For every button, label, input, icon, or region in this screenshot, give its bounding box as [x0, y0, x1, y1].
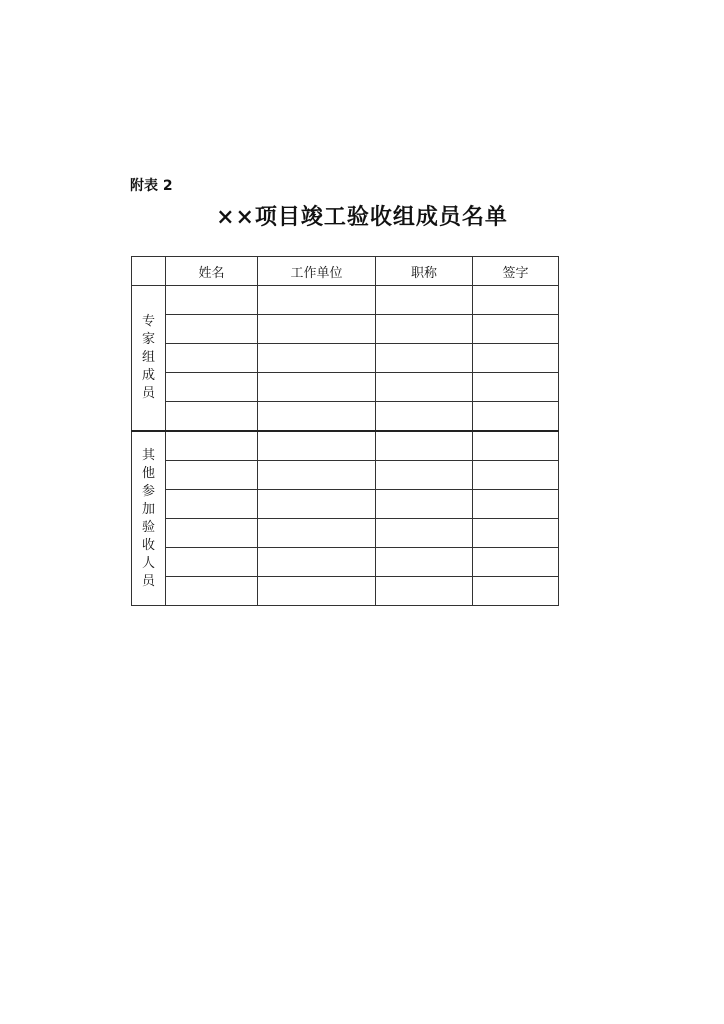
- roster-body: [132, 286, 559, 606]
- job-title-cell[interactable]: [376, 431, 473, 461]
- table-row: [132, 490, 559, 519]
- document-title: ××项目竣工验收组成员名单: [216, 204, 508, 230]
- work-unit-cell[interactable]: [258, 286, 376, 315]
- table-row: [132, 344, 559, 373]
- job-title-cell[interactable]: [376, 490, 473, 519]
- work-unit-cell[interactable]: [258, 431, 376, 461]
- job-title-cell[interactable]: [376, 461, 473, 490]
- work-unit-cell[interactable]: [258, 315, 376, 344]
- header-name: 姓名: [166, 257, 258, 286]
- table-row: [132, 315, 559, 344]
- job-title-cell[interactable]: [376, 519, 473, 548]
- work-unit-cell[interactable]: [258, 519, 376, 548]
- signature-cell[interactable]: [473, 490, 559, 519]
- table-row: [132, 373, 559, 402]
- group-label-cell: [132, 431, 166, 606]
- job-title-cell[interactable]: [376, 315, 473, 344]
- group-label: 专家组成员: [141, 314, 155, 401]
- header-group-corner: [132, 257, 166, 286]
- signature-cell[interactable]: [473, 373, 559, 402]
- table-row: [132, 286, 559, 315]
- job-title-cell[interactable]: [376, 402, 473, 432]
- work-unit-cell[interactable]: [258, 548, 376, 577]
- work-unit-cell[interactable]: [258, 577, 376, 606]
- work-unit-cell[interactable]: [258, 402, 376, 432]
- signature-cell[interactable]: [473, 577, 559, 606]
- table-row: [132, 519, 559, 548]
- name-cell[interactable]: [166, 431, 258, 461]
- name-cell[interactable]: [166, 577, 258, 606]
- table-row: [132, 548, 559, 577]
- job-title-cell[interactable]: [376, 373, 473, 402]
- signature-cell[interactable]: [473, 431, 559, 461]
- work-unit-cell[interactable]: [258, 373, 376, 402]
- name-cell[interactable]: [166, 519, 258, 548]
- name-cell[interactable]: [166, 461, 258, 490]
- signature-cell[interactable]: [473, 519, 559, 548]
- group-label-cell: [132, 286, 166, 432]
- job-title-cell[interactable]: [376, 548, 473, 577]
- job-title-cell[interactable]: [376, 286, 473, 315]
- group-label: 其他参加验收人员: [141, 447, 155, 589]
- name-cell[interactable]: [166, 402, 258, 432]
- signature-cell[interactable]: [473, 344, 559, 373]
- job-title-cell[interactable]: [376, 344, 473, 373]
- attachment-label: 附表 2: [130, 178, 173, 194]
- name-cell[interactable]: [166, 548, 258, 577]
- table-row: [132, 431, 559, 461]
- header-row: [132, 257, 559, 286]
- header-work-unit: 工作单位: [258, 257, 376, 286]
- table-row: [132, 461, 559, 490]
- work-unit-cell[interactable]: [258, 344, 376, 373]
- member-roster-table: [131, 256, 559, 606]
- name-cell[interactable]: [166, 344, 258, 373]
- signature-cell[interactable]: [473, 286, 559, 315]
- name-cell[interactable]: [166, 286, 258, 315]
- signature-cell[interactable]: [473, 315, 559, 344]
- job-title-cell[interactable]: [376, 577, 473, 606]
- name-cell[interactable]: [166, 373, 258, 402]
- name-cell[interactable]: [166, 490, 258, 519]
- header-job-title: 职称: [376, 257, 473, 286]
- work-unit-cell[interactable]: [258, 461, 376, 490]
- name-cell[interactable]: [166, 315, 258, 344]
- signature-cell[interactable]: [473, 402, 559, 432]
- table-row: [132, 577, 559, 606]
- signature-cell[interactable]: [473, 548, 559, 577]
- table-row: [132, 402, 559, 432]
- signature-cell[interactable]: [473, 461, 559, 490]
- header-signature: 签字: [473, 257, 559, 286]
- work-unit-cell[interactable]: [258, 490, 376, 519]
